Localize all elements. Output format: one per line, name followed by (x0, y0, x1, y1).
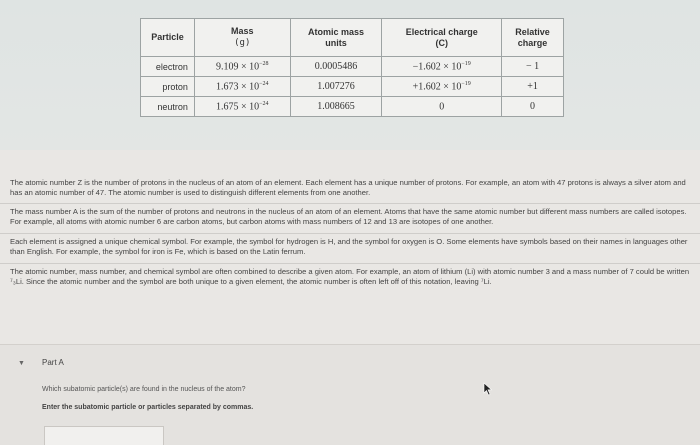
mass-value: $9.109 \times 10^{-28}$ (194, 57, 290, 77)
charge-value: 0 (382, 97, 502, 117)
header-particle: Particle (141, 19, 195, 57)
header-electrical-charge: Electrical charge (C) (382, 19, 502, 57)
mass-value: $1.673 \times 10^{-24}$ (194, 77, 290, 97)
amu-value: 1.007276 (290, 77, 382, 97)
amu-value: 1.008665 (290, 97, 382, 117)
paragraph-atomic-number: The atomic number Z is the number of protons in the nucleus of an atom of an element. Each element has a unique number of protons. For example, an atom with 47 protons is always a silver atom and has an atomic number of 47. The atomic number is used to distinguish different elements from one another. (10, 178, 686, 197)
table-header-row (141, 19, 564, 57)
particle-properties-table (140, 18, 564, 117)
particle-table-container (140, 18, 564, 117)
relative-charge-value: 0 (502, 97, 564, 117)
amu-value: 0.0005486 (290, 57, 382, 77)
table-row (141, 77, 564, 97)
table-row (141, 57, 564, 77)
table-row (141, 97, 564, 117)
particle-name: electron (141, 57, 195, 77)
part-a-question: Which subatomic particle(s) are found in the nucleus of the atom? (42, 386, 246, 393)
charge-value: $+1.602 \times 10^{-19}$ (382, 77, 502, 97)
charge-value: $-1.602 \times 10^{-19}$ (382, 57, 502, 77)
header-relative-charge: Relative charge (502, 19, 564, 57)
paragraph-notation: The atomic number, mass number, and chemical symbol are often combined to describe a given atom. For example, an atom of lithium (Li) with atomic number 3 and a mass number of 7 could be written ⁷₃Li. Since the atomic number and the symbol are both unique to a given element, the atomic number is often left off of this notation, leaving ⁷Li. (10, 263, 690, 287)
part-a-title[interactable]: Part A (42, 358, 64, 367)
paragraph-mass-number: The mass number A is the sum of the number of protons and neutrons in the nucleus of an atom of an element. Atoms that have the same atomic number but different mass numbers are called isotopes. For example, all atoms with atomic number 6 are carbon atoms, but carbon atoms with mass numbers of 12 and 13 are isotopes of one another. (10, 203, 690, 227)
relative-charge-value: − 1 (502, 57, 564, 77)
mass-value: $1.675 \times 10^{-24}$ (194, 97, 290, 117)
paragraph-chemical-symbol: Each element is assigned a unique chemical symbol. For example, the symbol for hydrogen is H, and the symbol for oxygen is O. Some elements have symbols based on their names in languages other than English. For example, the symbol for iron is Fe, which is based on the Latin ferrum. (10, 233, 690, 257)
relative-charge-value: +1 (502, 77, 564, 97)
header-atomic-mass-units: Atomic mass units (290, 19, 382, 57)
particle-name: neutron (141, 97, 195, 117)
particle-name: proton (141, 77, 195, 97)
header-mass: Mass (g) (194, 19, 290, 57)
part-a-instruction: Enter the subatomic particle or particles separated by commas. (42, 404, 254, 411)
collapse-chevron-icon[interactable]: ▼ (18, 360, 25, 367)
intro-text (10, 178, 690, 293)
mouse-pointer-icon (483, 382, 493, 396)
answer-input[interactable] (44, 426, 164, 445)
